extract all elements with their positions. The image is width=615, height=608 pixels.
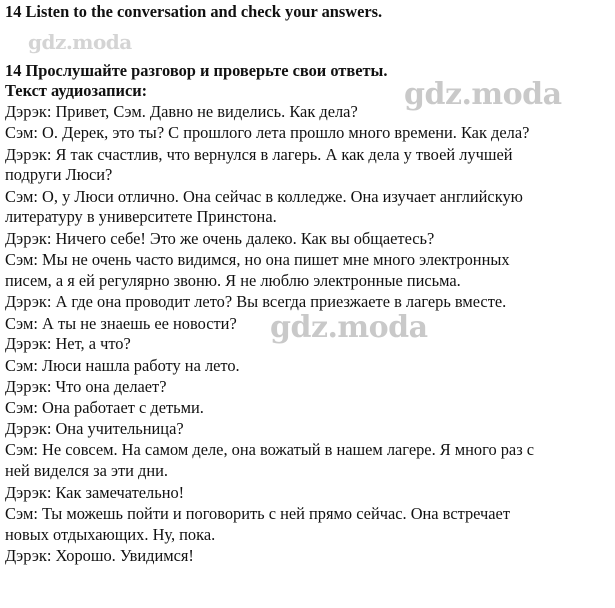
transcript-heading: Текст аудиозаписи: — [5, 81, 148, 100]
exercise-title-russian: 14 Прослушайте разговор и проверьте свои ответы. — [5, 61, 388, 80]
exercise-title-english: 14 Listen to the conversation and check your answers. — [5, 2, 383, 21]
transcript-line: Сэм: А ты не знаешь ее новости? — [5, 314, 237, 333]
transcript-line: Дэрэк: Ничего себе! Это же очень далеко. Как вы общаетесь? — [5, 229, 435, 248]
watermark-large-middle: gdz.moda — [270, 310, 428, 345]
transcript-line: ней виделся за эти дни. — [5, 461, 169, 480]
transcript-line: подруги Люси? — [5, 165, 113, 184]
transcript-line: Дэрэк: Она учительница? — [5, 419, 184, 438]
transcript-line: Сэм: Она работает с детьми. — [5, 398, 204, 417]
transcript-line: Дэрэк: А где она проводит лето? Вы всегда приезжаете в лагерь вместе. — [5, 292, 507, 311]
transcript-line: Дэрэк: Что она делает? — [5, 377, 167, 396]
transcript-line: Дэрэк: Привет, Сэм. Давно не виделись. Как дела? — [5, 102, 358, 121]
transcript-line: Сэм: О. Дерек, это ты? С прошлого лета прошло много времени. Как дела? — [5, 123, 530, 142]
transcript-line: Дэрэк: Хорошо. Увидимся! — [5, 546, 194, 565]
transcript-line: Дэрэк: Я так счастлив, что вернулся в лагерь. А как дела у твоей лучшей — [5, 145, 513, 164]
transcript-line: Дэрэк: Как замечательно! — [5, 483, 185, 502]
transcript-line: литературу в университете Принстона. — [5, 207, 277, 226]
transcript-line: Сэм: Не совсем. На самом деле, она вожатый в нашем лагере. Я много раз с — [5, 440, 535, 459]
transcript-line: Сэм: Ты можешь пойти и поговорить с ней прямо сейчас. Она встречает — [5, 504, 510, 523]
transcript-line: Сэм: Мы не очень часто видимся, но она пишет мне много электронных — [5, 250, 510, 269]
transcript-line: Сэм: Люси нашла работу на лето. — [5, 356, 240, 375]
watermark-small: gdz.moda — [28, 30, 132, 54]
transcript-line: новых отдыхающих. Ну, пока. — [5, 525, 216, 544]
transcript-line: Сэм: О, у Люси отлично. Она сейчас в колледже. Она изучает английскую — [5, 187, 523, 206]
transcript-line: писем, а я ей регулярно звоню. Я не люблю электронные письма. — [5, 271, 461, 290]
watermark-large-top: gdz.moda — [404, 77, 562, 112]
transcript-line: Дэрэк: Нет, а что? — [5, 334, 131, 353]
